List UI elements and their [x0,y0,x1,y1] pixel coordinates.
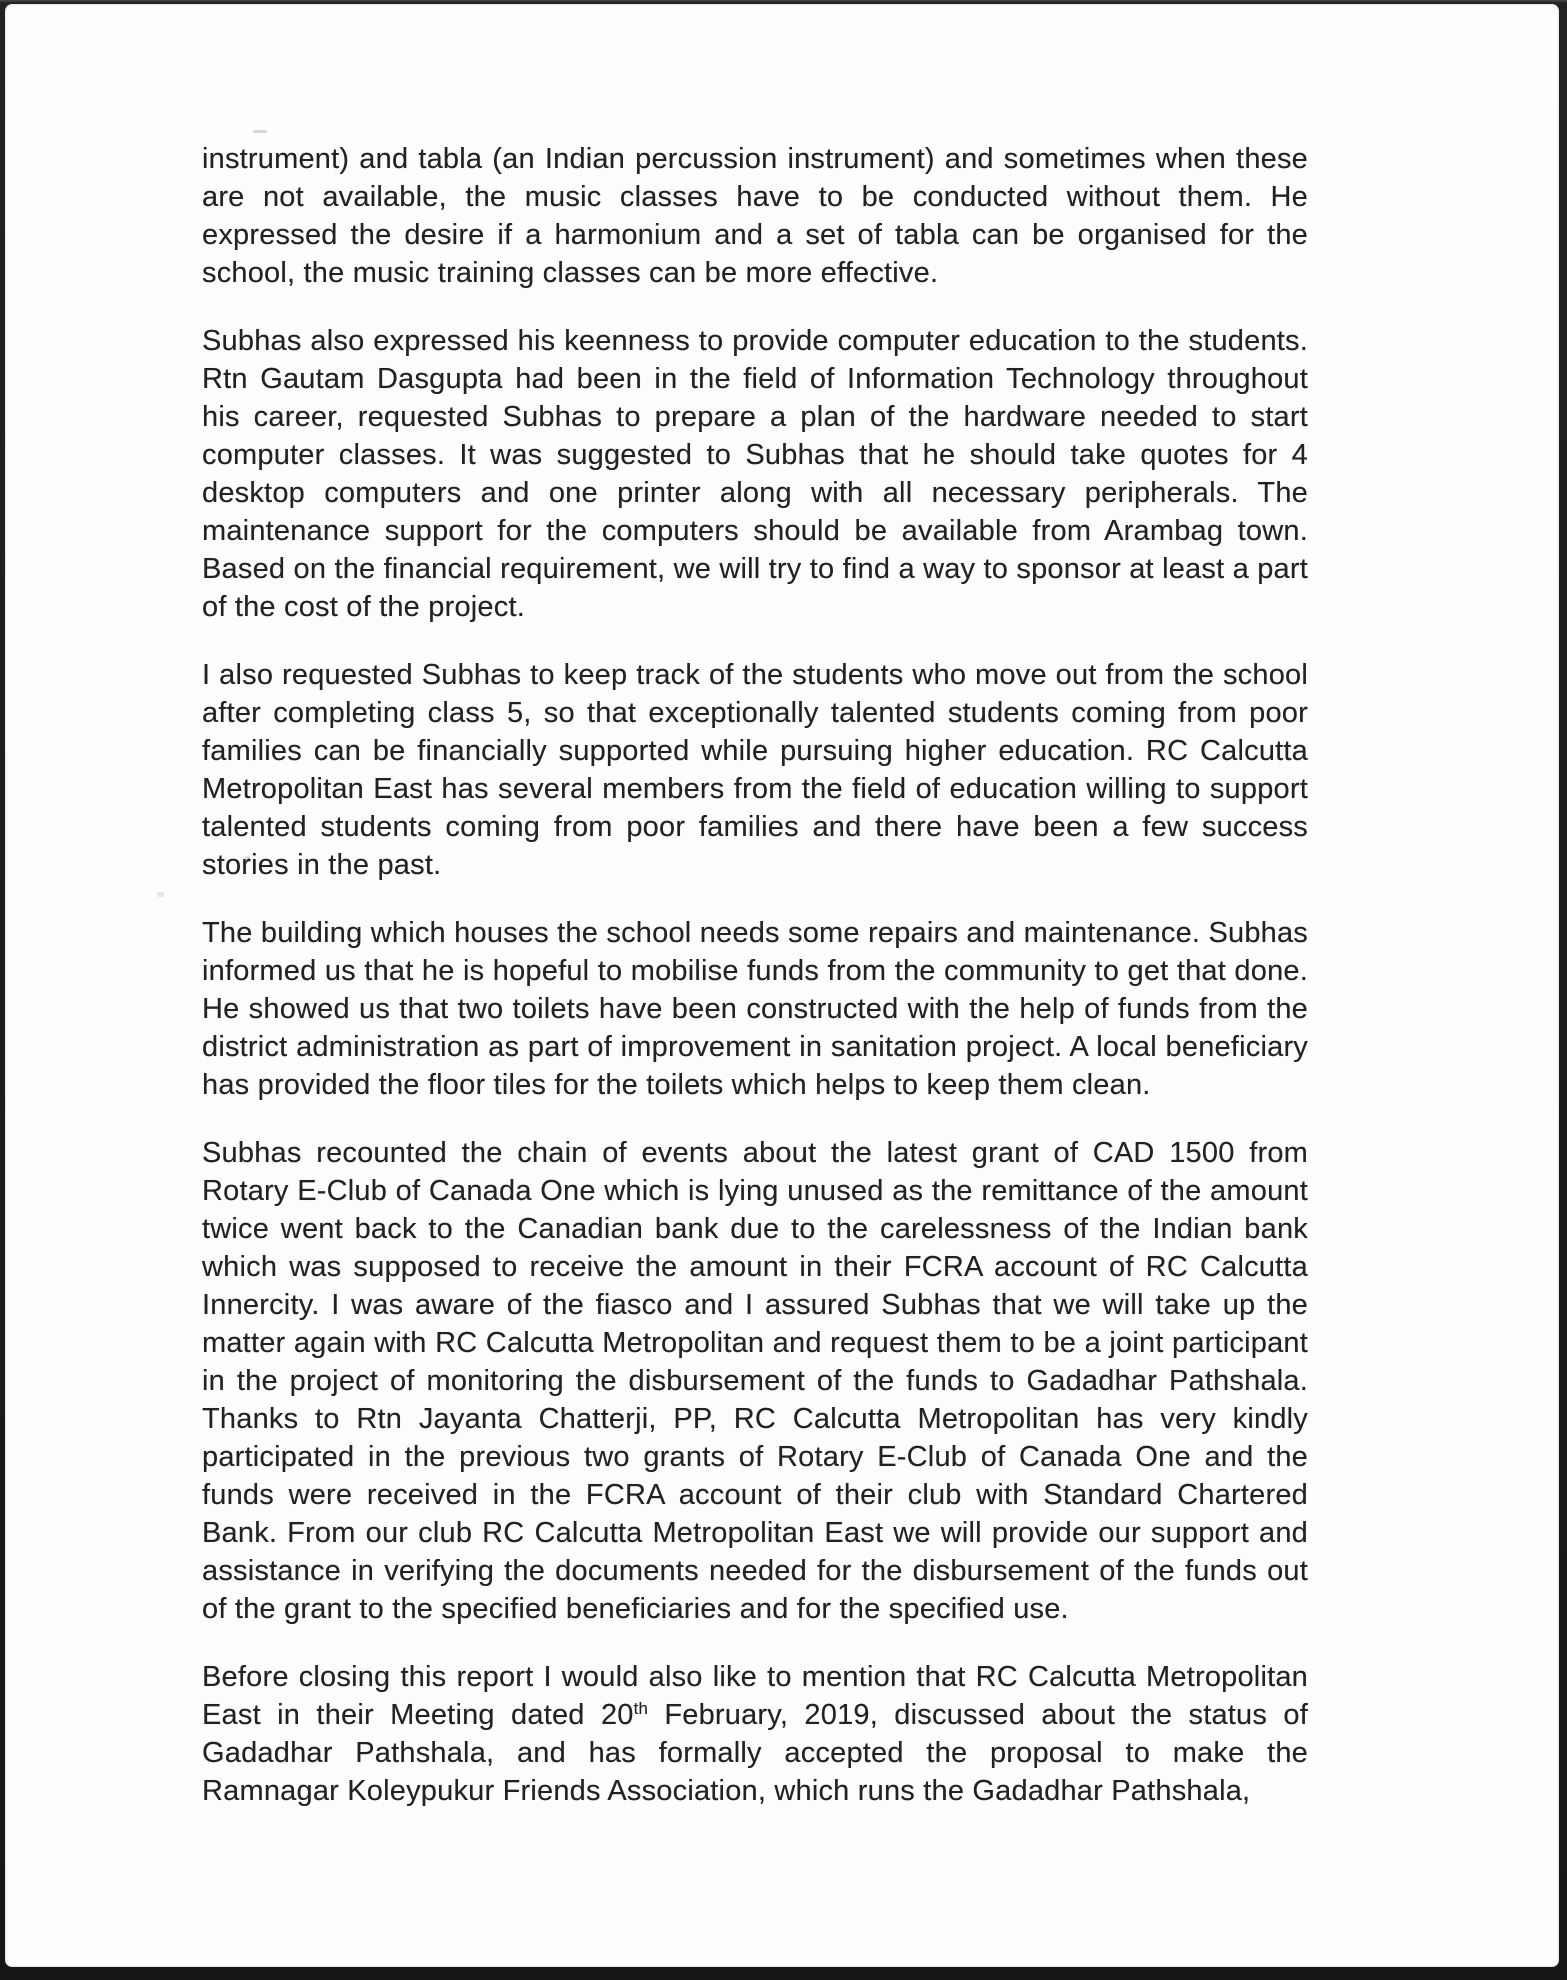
paragraph [202,140,1308,292]
text-line: expressed the desire if a harmonium and a set of tabla can be organised for the [202,219,1308,251]
scan-artifact [157,892,164,897]
text-line: after completing class 5, so that exceptionally talented students coming from poor [202,697,1308,729]
text-line: his career, requested Subhas to prepare a plan of the hardware needed to start [202,401,1308,433]
text-line: I also requested Subhas to keep track of the students who move out from the school [202,659,1308,691]
text-line: Before closing this report I would also like to mention that RC Calcutta Metropolitan [202,1661,1308,1693]
text-line: Gadadhar Pathshala, and has formally accepted the proposal to make the [202,1737,1308,1769]
text-line: of the grant to the specified beneficiaries and for the specified use. [202,1593,1069,1625]
text-line: Subhas also expressed his keenness to provide computer education to the students. [202,325,1308,357]
text-line: funds were received in the FCRA account of their club with Standard Chartered [202,1479,1308,1511]
text-line: district administration as part of improvement in sanitation project. A local beneficiary [202,1031,1308,1063]
text-line: Innercity. I was aware of the fiasco and I assured Subhas that we will take up the [202,1289,1308,1321]
text-line: Metropolitan East has several members from the field of education willing to support [202,773,1308,805]
text-line: instrument) and tabla (an Indian percussion instrument) and sometimes when these [202,143,1308,175]
text-line: informed us that he is hopeful to mobilise funds from the community to get that done. [202,955,1308,987]
text-line: Thanks to Rtn Jayanta Chatterji, PP, RC Calcutta Metropolitan has very kindly [202,1403,1308,1435]
text-line: matter again with RC Calcutta Metropolitan and request them to be a joint participant [202,1327,1308,1359]
text-line: has provided the floor tiles for the toilets which helps to keep them clean. [202,1069,1151,1101]
paragraph [202,656,1308,884]
text-line: He showed us that two toilets have been constructed with the help of funds from the [202,993,1308,1025]
scan-artifact [253,130,267,133]
paragraph [202,1658,1308,1810]
text-line: computer classes. It was suggested to Subhas that he should take quotes for 4 [202,439,1308,471]
text-segment: February, 2019, discussed about the status of [648,1699,1308,1731]
text-line: school, the music training classes can be more effective. [202,257,939,289]
text-segment: East in their Meeting dated 20 [202,1699,634,1731]
text-line: are not available, the music classes have to be conducted without them. He [202,181,1308,213]
paragraph [202,914,1308,1104]
text-line: in the project of monitoring the disbursement of the funds to Gadadhar Pathshala. [202,1365,1308,1397]
text-line [202,1696,1308,1734]
text-line: maintenance support for the computers should be available from Arambag town. [202,515,1308,547]
text-line: Ramnagar Koleypukur Friends Association, which runs the Gadadhar Pathshala, [202,1775,1251,1807]
text-line: twice went back to the Canadian bank due to the carelessness of the Indian bank [202,1213,1308,1245]
document-text [202,140,1308,1840]
text-line: assistance in verifying the documents needed for the disbursement of the funds out [202,1555,1308,1587]
text-line: which was supposed to receive the amount in their FCRA account of RC Calcutta [202,1251,1308,1283]
text-line: Subhas recounted the chain of events about the latest grant of CAD 1500 from [202,1137,1308,1169]
paragraph [202,1134,1308,1628]
text-line: talented students coming from poor families and there have been a few success [202,811,1308,843]
text-line: Rtn Gautam Dasgupta had been in the field of Information Technology throughout [202,363,1308,395]
text-line: Based on the financial requirement, we will try to find a way to sponsor at least a part [202,553,1308,585]
text-line: of the cost of the project. [202,591,525,623]
text-line: families can be financially supported while pursuing higher education. RC Calcutta [202,735,1308,767]
text-line: participated in the previous two grants of Rotary E-Club of Canada One and the [202,1441,1308,1473]
paragraph [202,322,1308,626]
text-line: The building which houses the school needs some repairs and maintenance. Subhas [202,917,1308,949]
text-line: Rotary E-Club of Canada One which is lying unused as the remittance of the amount [202,1175,1308,1207]
text-line: stories in the past. [202,849,442,881]
text-line: Bank. From our club RC Calcutta Metropolitan East we will provide our support and [202,1517,1308,1549]
scanned-page [5,4,1559,1967]
text-line: desktop computers and one printer along with all necessary peripherals. The [202,477,1308,509]
superscript-text: th [633,1699,649,1718]
